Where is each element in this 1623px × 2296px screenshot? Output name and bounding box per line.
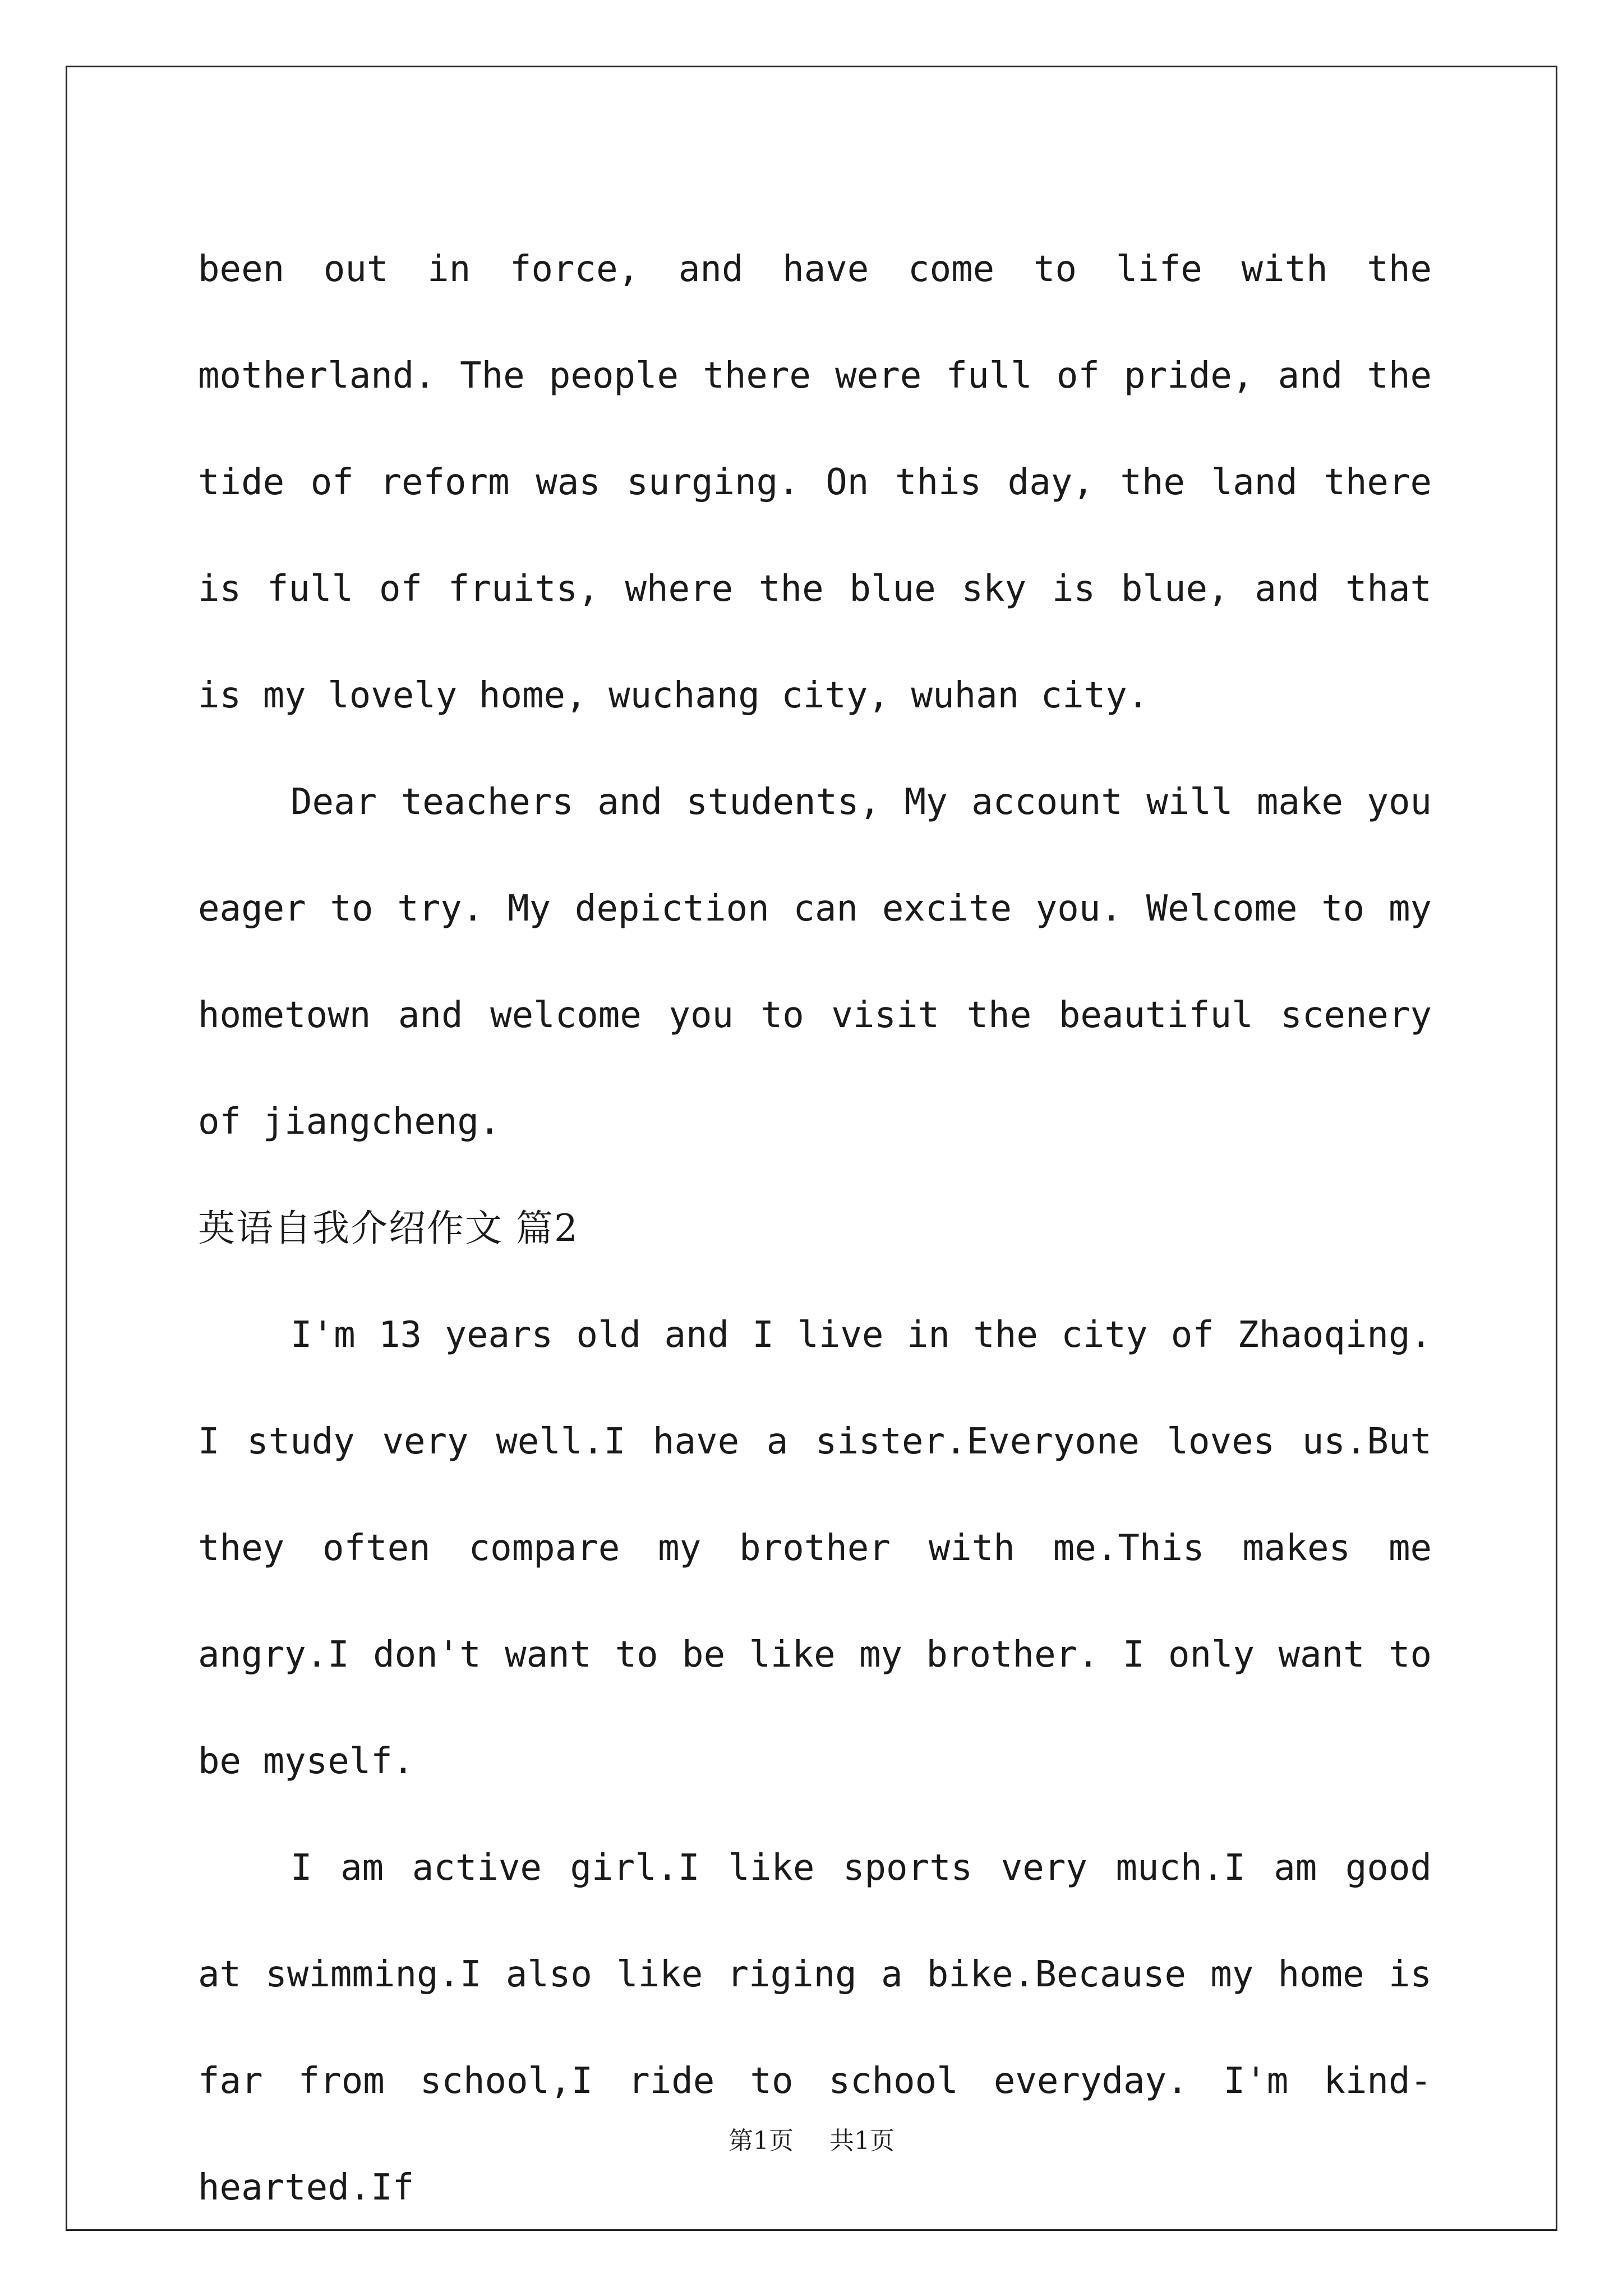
section-heading: 英语自我介绍作文 篇2 <box>198 1207 579 1250</box>
page-footer <box>0 2120 1623 2156</box>
document-body <box>198 216 1432 2241</box>
paragraph: I am active girl.I like sports very much.I am good at swimming.I also like riging a bike.Because my home is far from school,I ride to school everyday. I'm kind-hearted.If <box>198 1847 1432 2208</box>
page-total: 共1页 <box>829 2127 895 2155</box>
paragraph: I'm 13 years old and I live in the city of Zhaoqing. I study very well.I have a sister.Everyone loves us.But they often compare my brother with me.This makes me angry.I don't want to be like my brother. I only want to be myself. <box>198 1314 1432 1782</box>
paragraph: been out in force, and have come to life with the motherland. The people there were full of pride, and the tide of reform was surging. On this day, the land there is full of fruits, where the blue sky is blue, and that is my lovely home, wuchang city, wuhan city. <box>198 249 1432 716</box>
paragraph: Dear teachers and students, My account will make you eager to try. My depiction can excite you. Welcome to my hometown and welcome you to visit the beautiful scenery of jiangcheng. <box>198 781 1432 1143</box>
page-number: 第1页 <box>728 2127 794 2155</box>
